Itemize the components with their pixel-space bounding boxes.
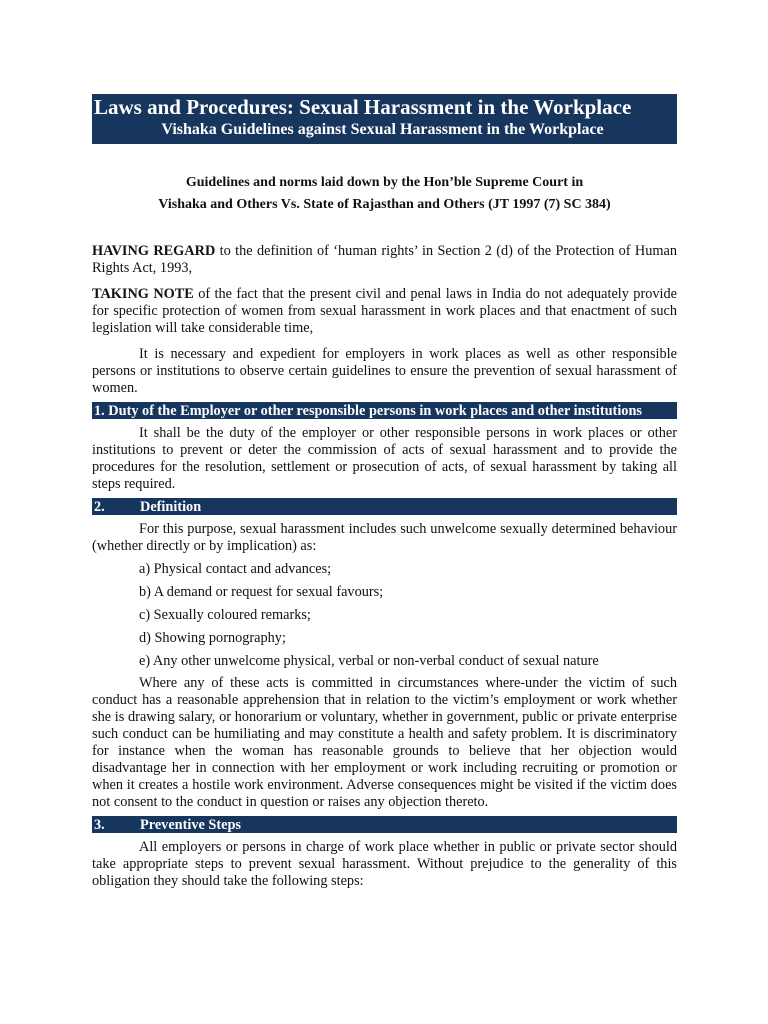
section-2-where-paragraph: Where any of these acts is committed in circumstances where-under the victim of such conduct has a reasonable apprehension that in relation to the victim’s employment or work whether she is drawing salary, or honorarium or voluntary, whether in government, public or private enterprise such conduct can be humiliating and may constitute a health and safety problem. It is discriminatory for instance when the woman has reasonable grounds to believe that her objection would disadvantage her in connection with her employment or work including recruiting or promotion or when it creates a hostile work environment. Adverse consequences might be visited if the victim does not consent to the conduct in question or raises any objection thereto. (92, 675, 677, 810)
definition-item-a: a) Physical contact and advances; (139, 561, 332, 577)
section-1-heading: 1. Duty of the Employer or other responsible persons in work places and other institutions (92, 402, 677, 419)
necessary-paragraph: It is necessary and expedient for employers in work places as well as other responsible persons or institutions to observe certain guidelines to ensure the prevention of sexual harassment of women. (92, 346, 677, 396)
section-3-title: Preventive Steps (140, 817, 241, 833)
taking-note-text: of the fact that the present civil and penal laws in India do not adequately provide for specific protection of women from sexual harassment in work places and that enactment of such legislation will take considerable time, (92, 286, 677, 336)
definition-item-d: d) Showing pornography; (139, 630, 286, 646)
having-regard-text: to the definition of ‘human rights’ in Section 2 (d) of the Protection of Human Rights Act, 1993, (92, 243, 677, 276)
guidelines-line-1: Guidelines and norms laid down by the Hon’ble Supreme Court in (185, 175, 584, 190)
guidelines-heading (92, 172, 677, 216)
taking-note-paragraph (92, 286, 677, 337)
definition-item-b: b) A demand or request for sexual favours; (139, 584, 384, 600)
section-2-intro: For this purpose, sexual harassment includes such unwelcome sexually determined behaviour (whether directly or by implication) as: (92, 521, 677, 554)
having-regard-lead: HAVING REGARD (92, 243, 216, 259)
definition-item-e: e) Any other unwelcome physical, verbal or non-verbal conduct of sexual nature (139, 653, 599, 669)
section-3-body: All employers or persons in charge of work place whether in public or private sector should take appropriate steps to prevent sexual harassment. Without prejudice to the generality of this obligation they should take the following steps: (92, 839, 677, 889)
section-2-title: Definition (140, 499, 202, 515)
document-page (92, 94, 677, 890)
section-3-heading (92, 816, 677, 833)
guidelines-line-2: Vishaka and Others Vs. State of Rajasthan and Others (JT 1997 (7) SC 384) (158, 197, 611, 212)
document-subtitle: Vishaka Guidelines against Sexual Harassment in the Workplace (161, 121, 604, 138)
section-3-number: 3. (94, 817, 105, 833)
document-title: Laws and Procedures: Sexual Harassment in the Workplace (94, 95, 632, 119)
section-2-heading (92, 498, 677, 515)
section-2-number: 2. (94, 499, 105, 515)
title-banner (92, 94, 677, 144)
having-regard-paragraph (92, 243, 677, 277)
taking-note-lead: TAKING NOTE (92, 286, 194, 302)
definition-item-c: c) Sexually coloured remarks; (139, 607, 311, 623)
section-1-body: It shall be the duty of the employer or other responsible persons in work places or other institutions to prevent or deter the commission of acts of sexual harassment and to provide the procedures for the resolution, settlement or prosecution of acts, of sexual harassment by taking all steps required. (92, 425, 677, 492)
